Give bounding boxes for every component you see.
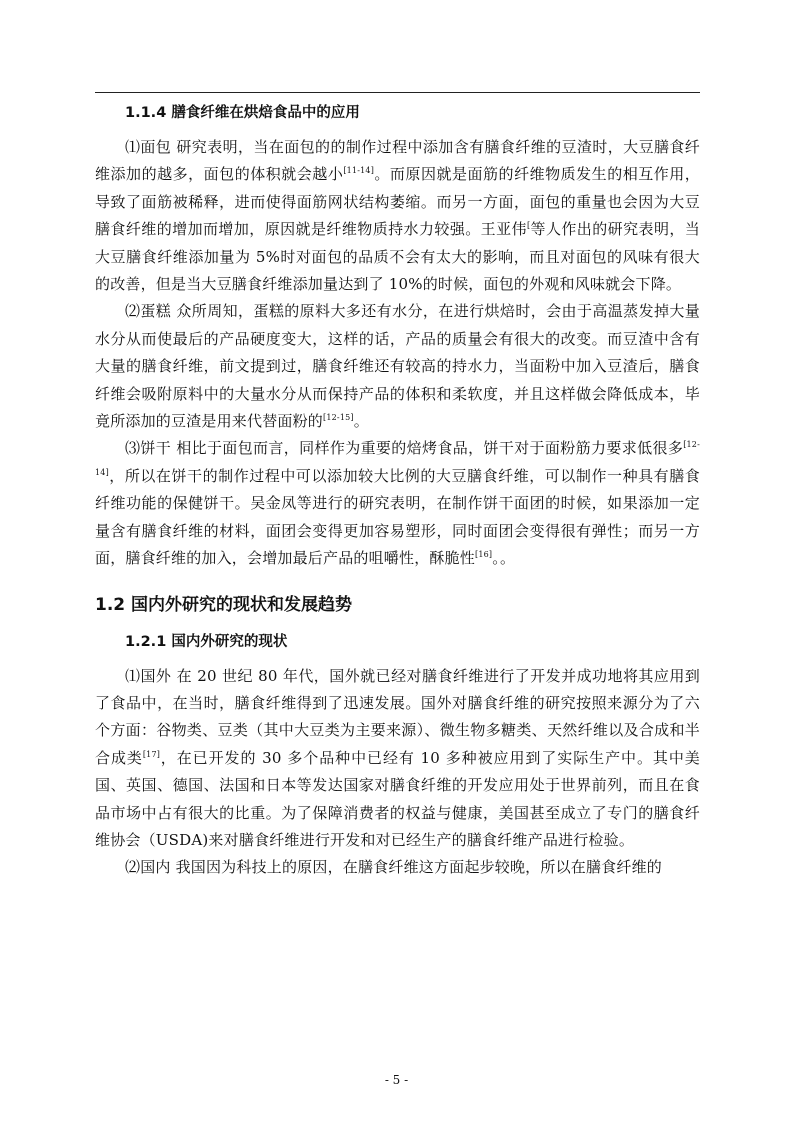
paragraph-text: 。 [353, 412, 369, 431]
paragraph-bread [95, 134, 700, 298]
paragraph-text: ，所以在饼干的制作过程中可以添加较大比例的大豆膳食纤维，可以制作一种具有膳食纤维功能的保健饼干。吴金凤等进行的研究表明，在制作饼干面团的时候，如果添加一定量含有膳食纤维的材料，面团会变得更加容易塑形，同时面团会变得很有弹性；而另一方面，膳食纤维的加入，会增加最后产品的咀嚼性，酥脆性 [95, 466, 700, 568]
citation: [12-15] [323, 413, 354, 423]
paragraph-text: ，在已开发的 30 多个品种中已经有 10 多种被应用到了实际生产中。其中美国、英国、德国、法国和日本等发达国家对膳食纤维的开发应用处于世界前列，而且在食品市场中占有很大的比重。为了保障消费者的权益与健康，美国甚至成立了专门的膳食纤维协会（USDA)来对膳食纤维进行开发和对已经生产的膳食纤维产品进行检验。 [95, 748, 700, 849]
citation: [ [526, 221, 531, 231]
paragraph-text: ⑴国外 在 20 世纪 80 年代，国外就已经对膳食纤维进行了开发并成功地将其应用到了食品中，在当时，膳食纤维得到了迅速发展。国外对膳食纤维的研究按照来源分为了六个方面：谷物类、豆类（其中大豆类为主要来源）、微生物多糖类、天然纤维以及合成和半合成类 [95, 666, 700, 767]
page-number: - 5 - [384, 1073, 409, 1087]
paragraph-text: 。而原因就是面筋的纤维物质发生的相互作用，导致了面筋被稀释，进而使得面筋网状结构萎缩。而另一方面，面包的重量也会因为大豆膳食纤维的增加而增加，原因就是纤维物质持水力较强。王亚伟 [95, 165, 701, 239]
paragraph-text: 。。 [492, 549, 516, 568]
citation: [12-14] [95, 440, 700, 477]
paragraph-cake [95, 298, 700, 435]
header-rule [95, 92, 700, 93]
paragraph-biscuit [95, 435, 700, 572]
section-heading-1-1-4: 1.1.4 膳食纤维在烘焙食品中的应用 [125, 105, 360, 121]
section-heading-1-2-1: 1.2.1 国内外研究的现状 [125, 633, 288, 650]
citation: [11-14] [343, 166, 375, 176]
paragraph-text: ⑶饼干 相比于面包而言，同样作为重要的焙烤食品，饼干对于面粉筋力要求低很多 [125, 439, 684, 458]
paragraph-abroad [95, 663, 700, 855]
paragraph-domestic: ⑵国内 我国因为科技上的原因，在膳食纤维这方面起步较晚，所以在膳食纤维的 [125, 858, 662, 877]
citation: [17] [142, 749, 161, 759]
citation: [16] [475, 550, 493, 560]
section-heading-1-2: 1.2 国内外研究的现状和发展趋势 [95, 594, 353, 615]
paragraph-text: 等人作出的研究表明，当大豆膳食纤维添加量为 5%时对面包的品质不会有太大的影响，而且对面包的风味有很大的改善，但是当大豆膳食纤维添加量达到了 10%的时候，面包的外观和风味就会下降。 [95, 220, 700, 294]
paragraph-text: ⑴面包 研究表明，当在面包的的制作过程中添加含有膳食纤维的豆渣时，大豆膳食纤维添加的越多，面包的体积就会越小 [95, 138, 700, 184]
paragraph-text: ⑵蛋糕 众所周知，蛋糕的原料大多还有水分，在进行烘焙时，会由于高温蒸发掉大量水分从而使最后的产品硬度变大，这样的话，产品的质量会有很大的改变。而豆渣中含有大量的膳食纤维，前文提到过，膳食纤维还有较高的持水力，当面粉中加入豆渣后，膳食纤维会吸附原料中的大量水分从而保持产品的体积和柔软度，并且这样做会降低成本，毕竟所添加的豆渣是用来代替面粉的 [95, 302, 700, 431]
page-body [95, 96, 700, 882]
